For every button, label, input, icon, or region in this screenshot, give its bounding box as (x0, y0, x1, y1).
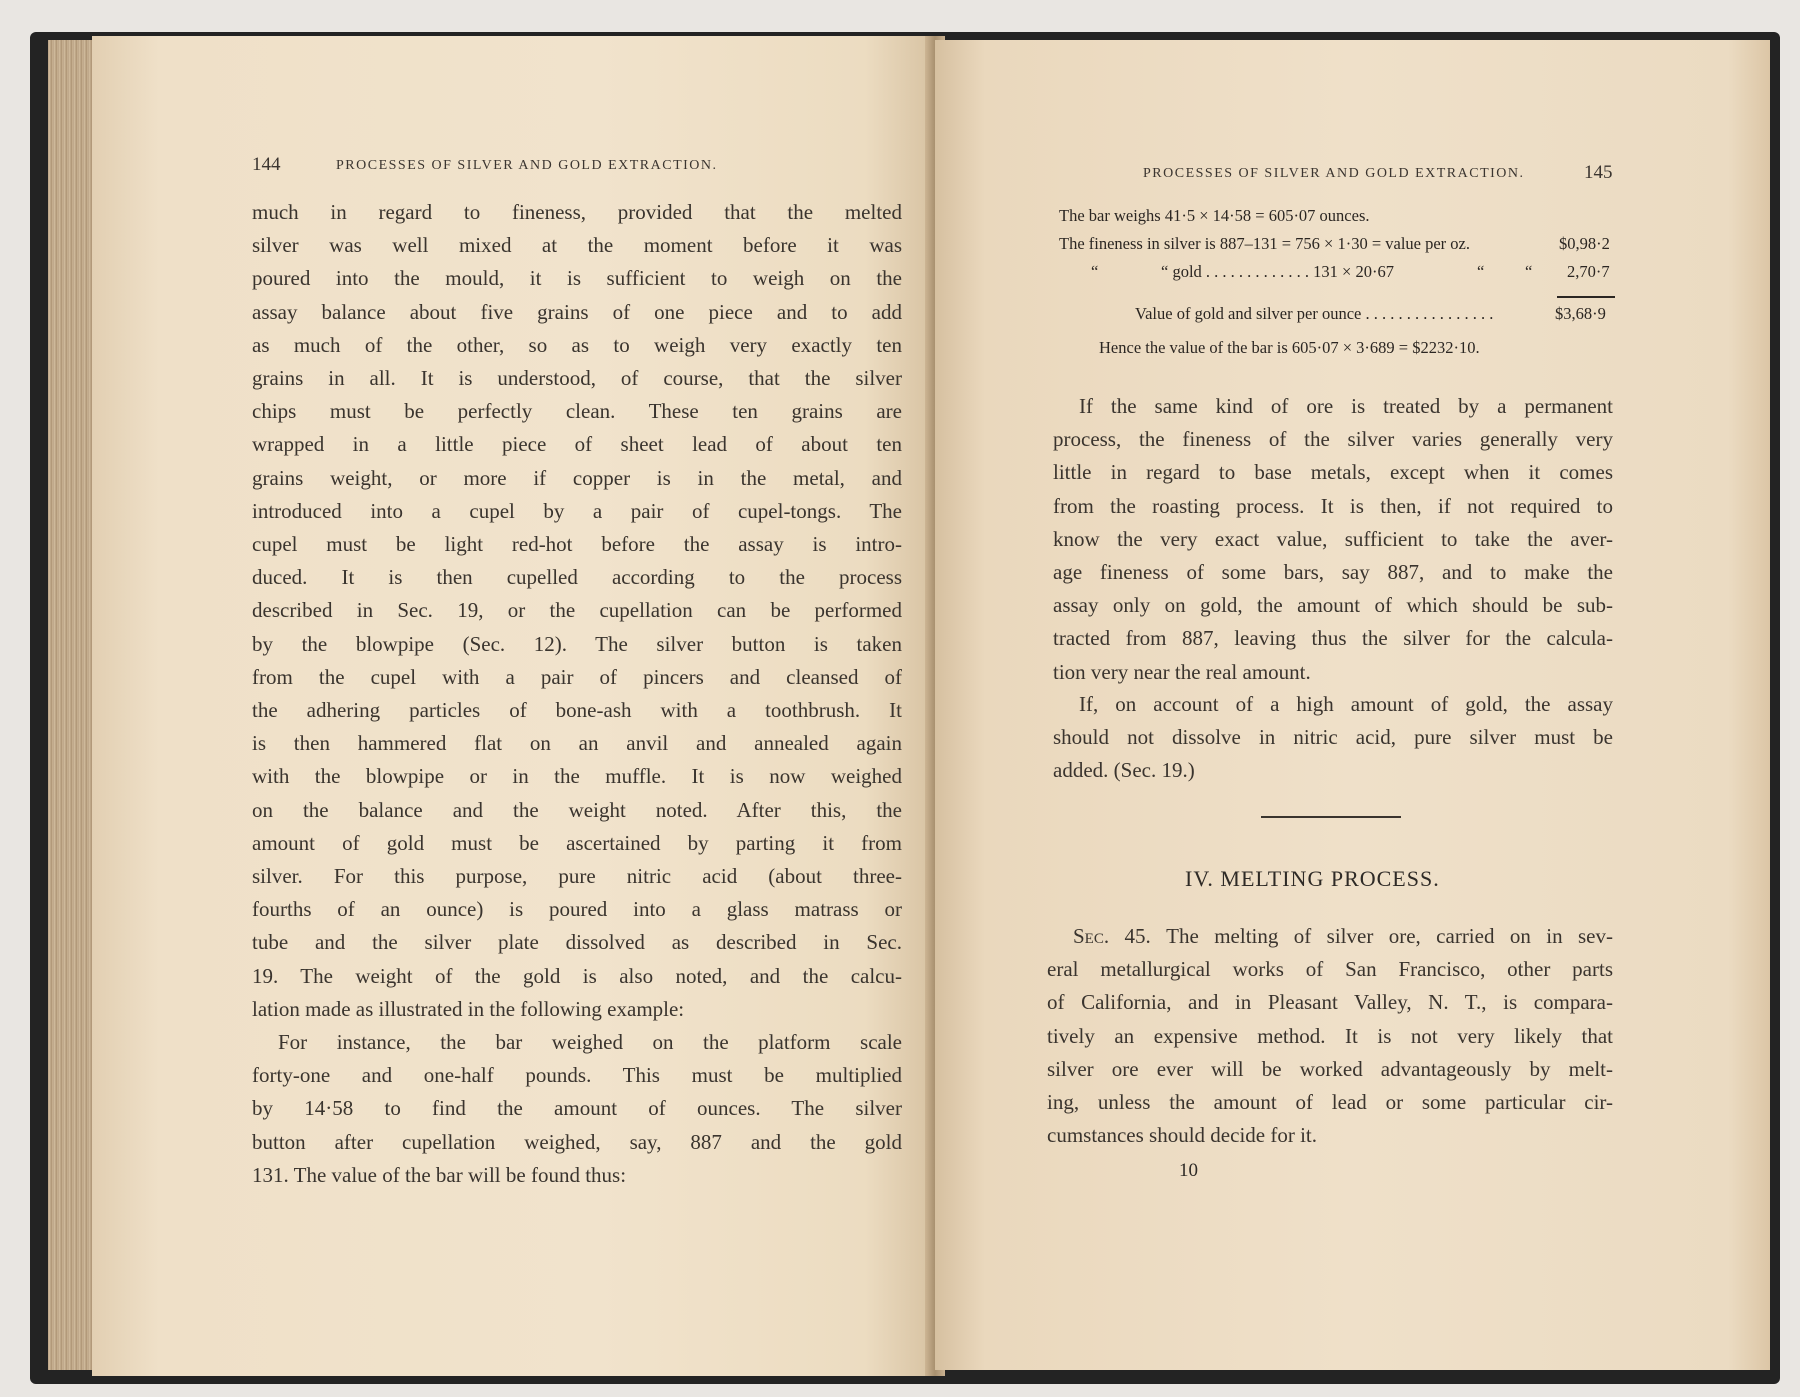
text-line: described in Sec. 19, or the cupellation can be performed (252, 598, 902, 623)
text-line: assay balance about five grains of one piece and to add (252, 299, 902, 324)
text-line: is then hammered flat on an anvil and annealed again (252, 731, 902, 756)
text-line: silver ore ever will be worked advantageously by melt- (1047, 1056, 1613, 1081)
text-line: chips must be perfectly clean. These ten grains are (252, 399, 902, 424)
text-line: grains in all. It is understood, of course, that the silver (252, 366, 902, 391)
text-line: with the blowpipe or in the muffle. It is now weighed (252, 764, 902, 789)
calc-row-gold-value: 2,70·7 (1567, 262, 1610, 281)
text-line: silver was well mixed at the moment before it was (252, 233, 902, 258)
paragraph-permanent-process (1053, 390, 1613, 689)
calc-row-weight: The bar weighs 41·5 × 14·58 = 605·07 ounces. (1059, 206, 1370, 225)
text-line (1047, 920, 1613, 953)
text-line: as much of the other, so as to weigh very exactly ten (252, 332, 902, 357)
text-line: by 14·58 to find the amount of ounces. The silver (252, 1096, 902, 1121)
text-line: cumstances should decide for it. (1047, 1123, 1318, 1148)
text-line: If the same kind of ore is treated by a permanent (1079, 394, 1613, 418)
left-body-text (252, 196, 902, 1192)
text-line: should not dissolve in nitric acid, pure silver must be (1053, 725, 1613, 750)
text-line: If, on account of a high amount of gold, the assay (1079, 692, 1613, 716)
text-line: tracted from 887, leaving thus the silver for the calcula- (1053, 626, 1613, 651)
text-line: 131. The value of the bar will be found thus: (252, 1162, 627, 1187)
text-line: know the very exact value, sufficient to take the aver- (1053, 526, 1613, 551)
left-running-head: PROCESSES OF SILVER AND GOLD EXTRACTION. (336, 158, 718, 173)
calc-row-gold-ditto: “ (1091, 262, 1099, 281)
text-line: of California, and in Pleasant Valley, N. T., is compara- (1047, 990, 1613, 1015)
calc-row-gold-ditto-3: “ (1525, 262, 1533, 281)
section-melting-text (1047, 920, 1613, 1152)
sum-rule (1557, 296, 1615, 298)
section-line-text: The melting of silver ore, carried on in sev- (1166, 924, 1613, 948)
calc-row-total: Value of gold and silver per ounce . . . . . . . . . . . . . . . . (1135, 304, 1494, 323)
paragraph-nitric-acid (1053, 688, 1613, 788)
text-line: from the cupel with a pair of pincers and cleansed of (252, 664, 902, 689)
text-line: on the balance and the weight noted. After this, the (252, 797, 902, 822)
text-line: amount of gold must be ascertained by parting it from (252, 830, 902, 855)
text-line: poured into the mould, it is sufficient to weigh on the (252, 266, 902, 291)
text-line: grains weight, or more if copper is in the metal, and (252, 465, 902, 490)
text-line: process, the fineness of the silver varies generally very (1053, 427, 1613, 452)
section-title: IV. MELTING PROCESS. (1185, 866, 1440, 891)
text-line: assay only on gold, the amount of which should be sub- (1053, 593, 1613, 618)
text-line: forty-one and one-half pounds. This must be multiplied (252, 1063, 902, 1088)
text-line: from the roasting process. It is then, if not required to (1053, 493, 1613, 518)
text-line: fourths of an ounce) is poured into a glass matrass or (252, 897, 902, 922)
calc-row-silver-value: $0,98·2 (1559, 234, 1610, 253)
text-line: For instance, the bar weighed on the platform scale (278, 1030, 902, 1055)
text-line: introduced into a cupel by a pair of cupel-tongs. The (252, 498, 902, 523)
signature-mark: 10 (1179, 1160, 1198, 1181)
text-line: cupel must be light red-hot before the assay is intro- (252, 532, 902, 557)
text-line: tube and the silver plate dissolved as described in Sec. (252, 930, 902, 955)
right-page-number: 145 (1584, 162, 1613, 183)
text-line: eral metallurgical works of San Francisco, other parts (1047, 957, 1613, 982)
text-line: tion very near the real amount. (1053, 659, 1311, 684)
text-line: wrapped in a little piece of sheet lead of about ten (252, 432, 902, 457)
calc-row-gold-ditto-2: “ (1477, 262, 1485, 281)
text-line: the adhering particles of bone-ash with a toothbrush. It (252, 698, 902, 723)
calc-row-gold: “ gold . . . . . . . . . . . . . 131 × 20·67 (1161, 262, 1394, 281)
left-page-number: 144 (252, 154, 281, 175)
section-divider (1261, 816, 1401, 818)
text-line: silver. For this purpose, pure nitric acid (about three- (252, 864, 902, 889)
text-line: age fineness of some bars, say 887, and to make the (1053, 560, 1613, 585)
text-line: lation made as illustrated in the following example: (252, 996, 685, 1021)
right-page (935, 40, 1770, 1370)
text-line: tively an expensive method. It is not very likely that (1047, 1023, 1613, 1048)
text-line: duced. It is then cupelled according to the process (252, 565, 902, 590)
calc-row-total-value: $3,68·9 (1555, 304, 1606, 323)
text-line: button after cupellation weighed, say, 887 and the gold (252, 1129, 902, 1154)
calc-row-bar-value: Hence the value of the bar is 605·07 × 3·689 = $2232·10. (1099, 338, 1480, 357)
left-page (92, 36, 932, 1376)
right-running-head: PROCESSES OF SILVER AND GOLD EXTRACTION. (1143, 166, 1525, 181)
section-number: Sec. 45. (1073, 924, 1167, 948)
text-line: little in regard to base metals, except when it comes (1053, 460, 1613, 485)
text-line: much in regard to fineness, provided that the melted (252, 200, 902, 224)
text-line: by the blowpipe (Sec. 12). The silver button is taken (252, 631, 902, 656)
text-line: 19. The weight of the gold is also noted, and the calcu- (252, 963, 902, 988)
text-line: added. (Sec. 19.) (1053, 758, 1195, 783)
calc-row-silver: The fineness in silver is 887–131 = 756 × 1·30 = value per oz. (1059, 234, 1471, 253)
text-line: ing, unless the amount of lead or some particular cir- (1047, 1090, 1613, 1115)
